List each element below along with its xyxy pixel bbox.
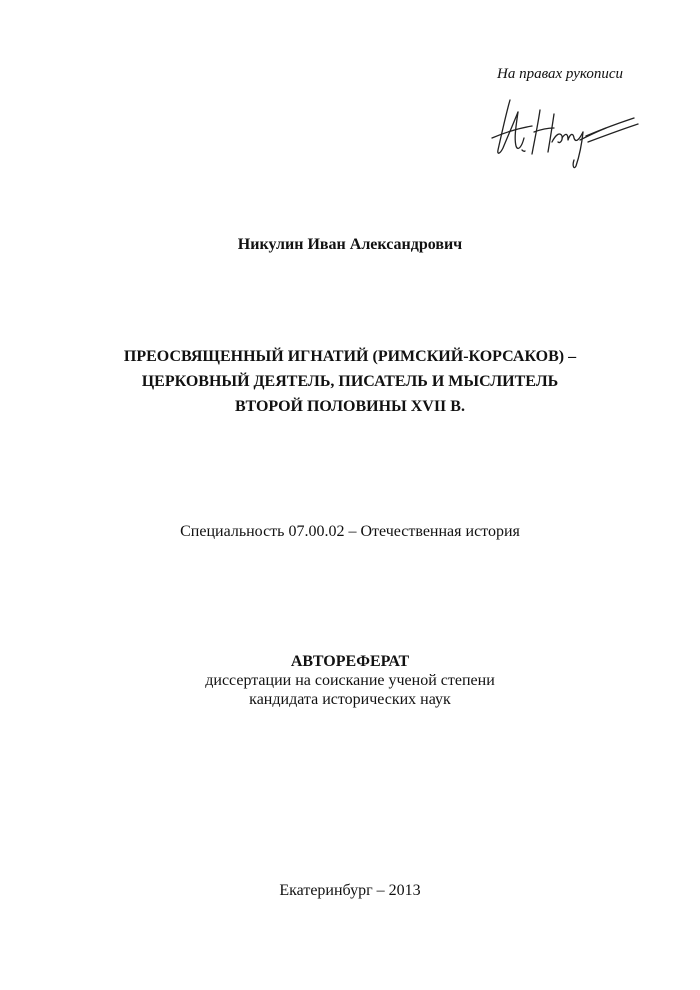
manuscript-note: На правах рукописи bbox=[497, 66, 623, 82]
handwritten-signature bbox=[488, 92, 648, 172]
abstract-line-1: диссертации на соискание ученой степени bbox=[205, 672, 495, 689]
title-line-1: ПРЕОСВЯЩЕННЫЙ ИГНАТИЙ (РИМСКИЙ-КОРСАКОВ) – bbox=[123, 348, 577, 365]
title-line-2: ЦЕРКОВНЫЙ ДЕЯТЕЛЬ, ПИСАТЕЛЬ И МЫСЛИТЕЛЬ bbox=[141, 373, 559, 390]
specialty-line: Специальность 07.00.02 – Отечественная история bbox=[180, 523, 520, 540]
author-name: Никулин Иван Александрович bbox=[237, 236, 463, 253]
abstract-heading: АВТОРЕФЕРАТ bbox=[290, 653, 410, 670]
dissertation-title bbox=[60, 344, 640, 419]
abstract-line-2: кандидата исторических наук bbox=[249, 691, 451, 708]
title-line-3: ВТОРОЙ ПОЛОВИНЫ XVII В. bbox=[235, 398, 465, 415]
place-year: Екатеринбург – 2013 bbox=[279, 882, 421, 899]
abstract-block bbox=[0, 652, 700, 709]
